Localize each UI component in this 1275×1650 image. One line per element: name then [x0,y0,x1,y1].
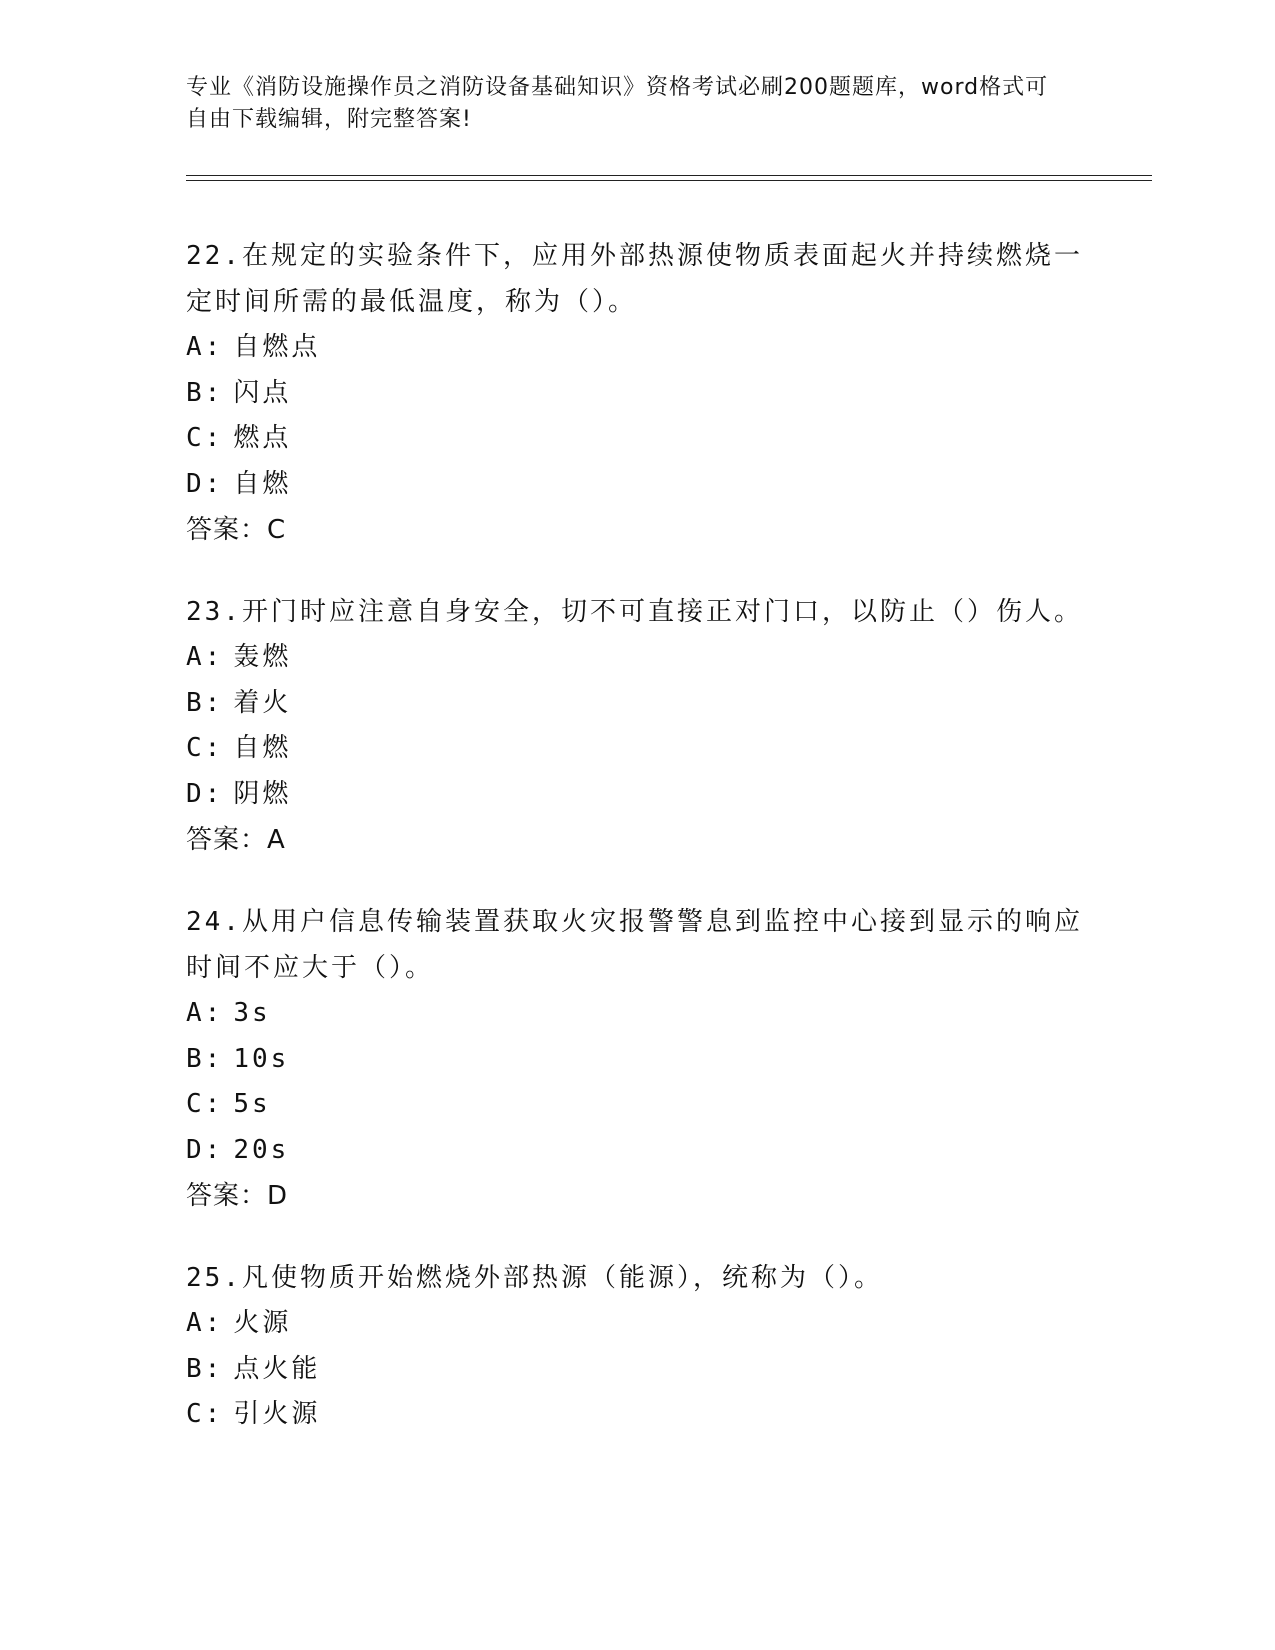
option-letter: C: [186,733,224,763]
option-letter: A: [186,642,224,672]
answer-line: 答案：D [186,1181,289,1211]
option-b [186,1347,1086,1393]
option-text: 阴燃 [233,778,292,809]
option-letter: B: [186,377,224,408]
option-letter: D: [186,468,224,499]
option-b [186,371,1086,417]
option-text: 火源 [233,1308,292,1338]
option-text: 10s [233,1043,290,1074]
option-text: 20s [233,1134,290,1165]
option-letter: B: [186,1353,224,1384]
option-c [186,1392,1086,1438]
option-a [186,325,1086,371]
option-letter: A: [186,332,224,362]
option-letter: C: [186,1399,224,1429]
answer-line: 答案：C [186,515,287,545]
header-rule-bottom [186,180,1152,181]
option-d [186,1128,1086,1174]
question-list [186,233,1086,1474]
document-intro: 专业《消防设施操作员之消防设备基础知识》资格考试必刷200题题库，word格式可自由下载编辑，附完整答案! [186,75,1049,132]
question-stem: 24.从用户信息传输装置获取火灾报警警息到监控中心接到显示的响应时间不应大于（）。 [186,907,1083,983]
option-letter: C: [186,423,224,453]
option-b [186,681,1086,727]
option-text: 轰燃 [233,642,292,672]
option-letter: B: [186,1043,224,1074]
question-stem: 23.开门时应注意自身安全，切不可直接正对门口，以防止（）伤人。 [186,597,1083,627]
option-text: 闪点 [233,377,292,408]
option-letter: B: [186,687,224,718]
option-c [186,416,1086,462]
question-25 [186,1255,1086,1438]
option-b [186,1037,1086,1083]
option-text: 自燃点 [233,332,321,362]
option-letter: A: [186,998,224,1028]
answer-line: 答案：A [186,825,286,855]
option-text: 燃点 [233,423,292,453]
option-a [186,1301,1086,1347]
option-text: 5s [233,1089,271,1119]
option-a [186,991,1086,1037]
question-22 [186,233,1086,553]
option-text: 引火源 [233,1399,321,1429]
option-letter: D: [186,1134,224,1165]
option-a [186,635,1086,681]
option-text: 着火 [233,687,292,718]
question-23 [186,589,1086,863]
option-d [186,772,1086,818]
option-text: 点火能 [233,1353,321,1384]
option-text: 自燃 [233,733,292,763]
header-rule-top [186,175,1152,176]
option-letter: D: [186,778,224,809]
option-d [186,462,1086,508]
option-letter: A: [186,1308,224,1338]
option-c [186,1082,1086,1128]
question-stem: 22.在规定的实验条件下，应用外部热源使物质表面起火并持续燃烧一定时间所需的最低温度，称为（）。 [186,241,1083,317]
option-letter: C: [186,1089,224,1119]
option-text: 3s [233,998,271,1028]
question-stem: 25.凡使物质开始燃烧外部热源（能源），统称为（）。 [186,1263,883,1293]
question-24 [186,899,1086,1219]
option-text: 自燃 [233,468,292,499]
option-c [186,726,1086,772]
